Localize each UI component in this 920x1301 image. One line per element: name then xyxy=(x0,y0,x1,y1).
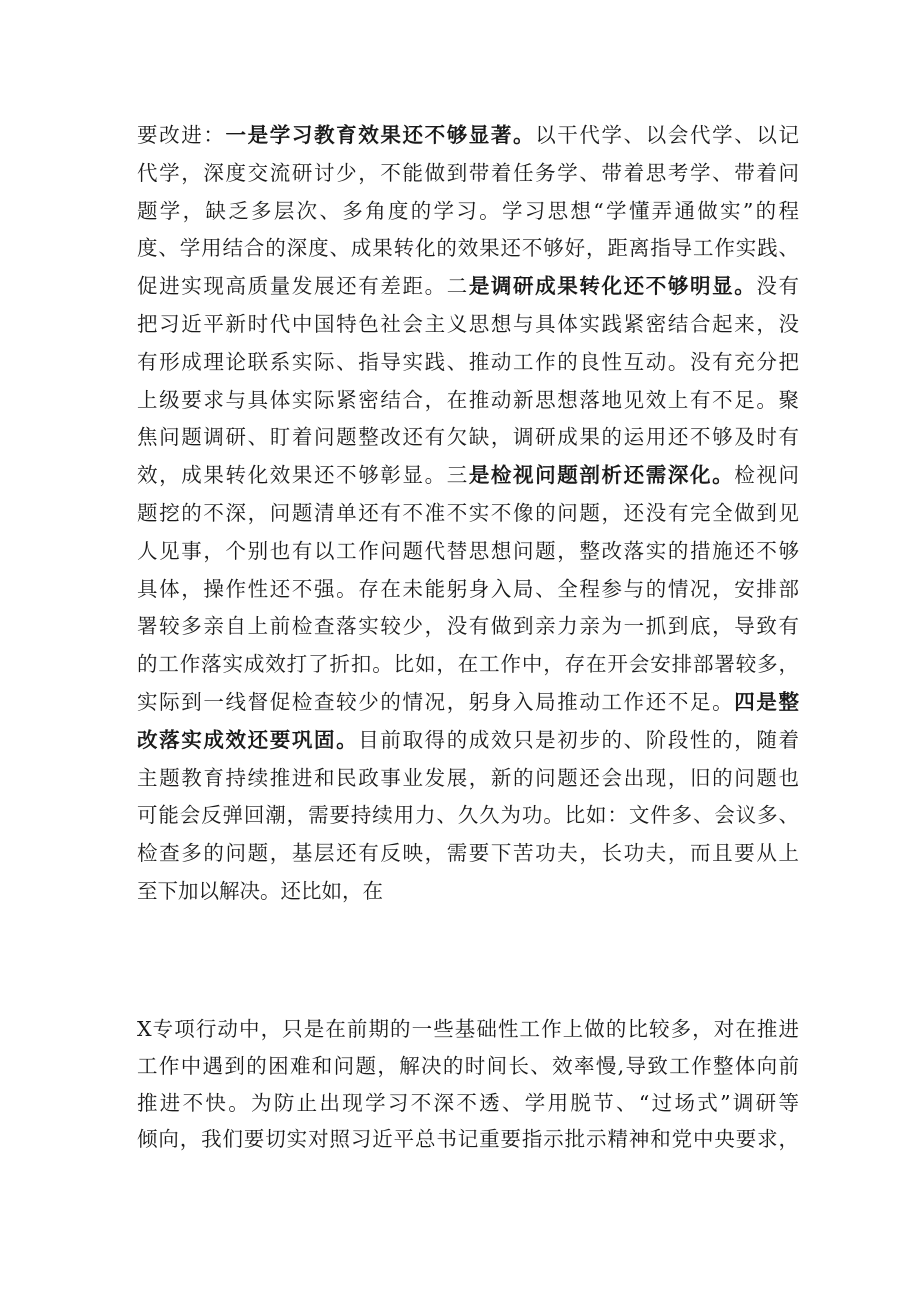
body-text: 以干代学、以会代学、以记 xyxy=(535,123,799,147)
text-line xyxy=(137,1011,799,1048)
text-line xyxy=(137,117,799,155)
body-text: 推进不快。为防止出现学习不深不透、学用脱节、“过场式”调研等 xyxy=(137,1090,799,1115)
text-line xyxy=(137,344,799,382)
text-line xyxy=(137,155,799,193)
text-line xyxy=(137,760,799,798)
body-text: 题学，缺乏多层次、多角度的学习。学习思想“学懂弄通做实”的程 xyxy=(137,198,799,223)
text-line xyxy=(137,646,799,684)
body-text: X专项行动中，只是在前期的一些基础性工作上做的比较多，对在推进 xyxy=(137,1017,799,1041)
body-text: 人见事，个别也有以工作问题代替思想问题，整改落实的措施还不够 xyxy=(137,538,799,563)
text-line xyxy=(137,797,799,835)
body-paragraph-2 xyxy=(137,1011,799,1158)
text-line xyxy=(137,1085,799,1122)
body-text: 检查多的问题，基层还有反映，需要下苦功夫，长功夫，而且要从上 xyxy=(137,841,799,866)
body-text: 主题教育持续推进和民政事业发展，新的问题还会出现，旧的问题也 xyxy=(137,765,799,790)
text-line xyxy=(137,230,799,268)
text-line xyxy=(137,268,799,306)
body-text: 检视问 xyxy=(734,463,799,488)
text-line xyxy=(137,835,799,873)
body-text: 至下加以解决。还比如，在 xyxy=(137,878,383,903)
text-line xyxy=(137,382,799,420)
bold-heading-text: 是调研成果转化还不够明显。 xyxy=(468,274,757,299)
body-text: 把习近平新时代中国特色社会主义思想与具体实践紧密结合起来，没 xyxy=(137,311,799,336)
body-text: 目前取得的成效只是初步的、阶段性的，随着 xyxy=(358,727,799,752)
body-text: 要改进： xyxy=(137,123,226,147)
body-text: 题挖的不深，问题清单还有不准不实不像的问题，还没有完全做到见 xyxy=(137,500,799,525)
text-line xyxy=(137,873,799,911)
text-line xyxy=(137,533,799,571)
body-text: 工作中遇到的困难和问题，解决的时间长、效率慢,导致工作整体向前 xyxy=(137,1053,799,1078)
text-line xyxy=(137,419,799,457)
text-line xyxy=(137,193,799,231)
body-text: 倾向，我们要切实对照习近平总书记重要指示批示精神和党中央要求， xyxy=(137,1127,799,1152)
body-text: 没有 xyxy=(756,274,799,299)
text-line xyxy=(137,571,799,609)
body-text: 效，成果转化效果还不够彰显。三 xyxy=(137,463,469,488)
body-text: 度、学用结合的深度、成果转化的效果还不够好，距离指导工作实践、 xyxy=(137,236,799,261)
text-line xyxy=(137,306,799,344)
text-line xyxy=(137,608,799,646)
text-line xyxy=(137,684,799,722)
body-text: 实际到一线督促检查较少的情况，躬身入局推动工作还不足。 xyxy=(137,689,735,714)
bold-heading-text: 改落实成效还要巩固。 xyxy=(137,727,359,752)
body-paragraph-1 xyxy=(137,117,799,911)
body-text: 具体，操作性还不强。存在未能躬身入局、全程参与的情况，安排部 xyxy=(137,576,799,601)
text-line xyxy=(137,722,799,760)
text-line xyxy=(137,1121,799,1158)
body-text: 有形成理论联系实际、指导实践、推动工作的良性互动。没有充分把 xyxy=(137,349,799,374)
text-line xyxy=(137,1048,799,1085)
bold-heading-text: 是检视问题剖析还需深化。 xyxy=(468,463,735,488)
bold-heading-text: 一是学习教育效果还不够显著。 xyxy=(225,123,536,147)
body-text: 的工作落实成效打了折扣。比如，在工作中，存在开会安排部署较多， xyxy=(137,652,799,677)
bold-heading-text: 四是整 xyxy=(734,689,799,714)
body-text: 代学，深度交流研讨少，不能做到带着任务学、带着思考学、带着问 xyxy=(137,160,799,185)
body-text: 可能会反弹回潮，需要持续用力、久久为功。比如：文件多、会议多、 xyxy=(137,803,799,828)
body-text: 焦问题调研、盯着问题整改还有欠缺，调研成果的运用还不够及时有 xyxy=(137,425,799,450)
text-line xyxy=(137,495,799,533)
body-text: 上级要求与具体实际紧密结合，在推动新思想落地见效上有不足。聚 xyxy=(137,387,799,412)
body-text: 促进实现高质量发展还有差距。二 xyxy=(137,274,469,299)
body-text: 署较多亲自上前检查落实较少，没有做到亲力亲为一抓到底，导致有 xyxy=(137,614,799,639)
text-line xyxy=(137,457,799,495)
